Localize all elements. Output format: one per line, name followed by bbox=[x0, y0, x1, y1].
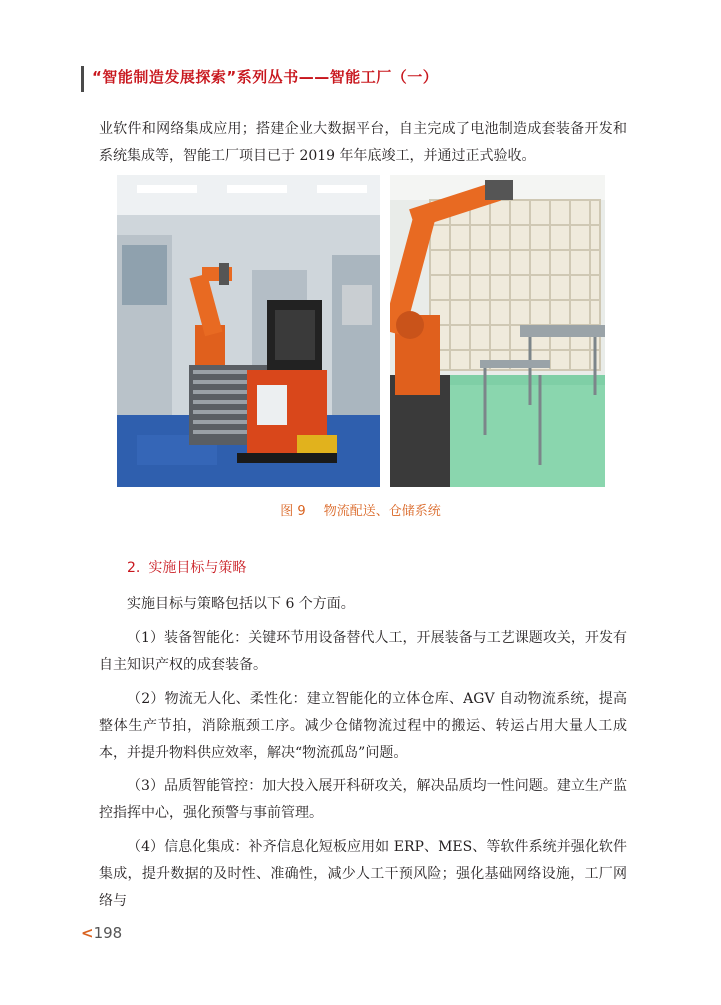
header-accent-bar bbox=[81, 66, 84, 92]
paragraph-intro: 实施目标与策略包括以下 6 个方面。 bbox=[127, 596, 355, 612]
section-number: 2. bbox=[127, 560, 141, 576]
photo-agv-robot bbox=[117, 175, 380, 487]
intro-paragraph: 业软件和网络集成应用；搭建企业大数据平台，自主完成了电池制造成套装备开发和系统集成等，智能工厂项目已于 2019 年年底竣工，并通过正式验收。 bbox=[99, 121, 627, 164]
section-heading bbox=[127, 557, 246, 577]
section-title-text: 实施目标与策略 bbox=[148, 560, 247, 576]
paragraph-item-4: （4）信息化集成：补齐信息化短板应用如 ERP、MES、等软件系统并强化软件集成，提升数据的及时性、准确性，减少人工干预风险；强化基础网络设施，工厂网络与 bbox=[99, 839, 627, 909]
figure-caption bbox=[0, 500, 721, 519]
figure-number: 图 9 bbox=[280, 504, 306, 519]
paragraph-item-3: （3）品质智能管控：加大投入展开科研攻关，解决品质均一性问题。建立生产监控指挥中心，强化预警与事前管理。 bbox=[99, 778, 627, 821]
paragraph-item-1: （1）装备智能化：关键环节用设备替代人工，开展装备与工艺课题攻关，开发有自主知识产权的成套装备。 bbox=[99, 630, 627, 673]
agv-robot-photo-graphic bbox=[117, 175, 380, 487]
page-arrow-icon: < bbox=[81, 924, 94, 942]
figure-caption-text: 物流配送、仓储系统 bbox=[323, 504, 441, 519]
paragraph-item-2: （2）物流无人化、柔性化：建立智能化的立体仓库、AGV 自动物流系统，提高整体生产节拍，消除瓶颈工序。减少仓储物流过程中的搬运、转运占用大量人工成本，并提升物料供应效率，解决“物流孤岛”问题。 bbox=[99, 691, 627, 761]
photo-warehouse-robot bbox=[390, 175, 605, 487]
page-number bbox=[81, 924, 122, 942]
warehouse-robot-photo-graphic bbox=[390, 175, 605, 487]
page-number-text: 198 bbox=[93, 924, 123, 942]
running-header-title: “智能制造发展探索”系列丛书——智能工厂（一） bbox=[92, 68, 439, 86]
